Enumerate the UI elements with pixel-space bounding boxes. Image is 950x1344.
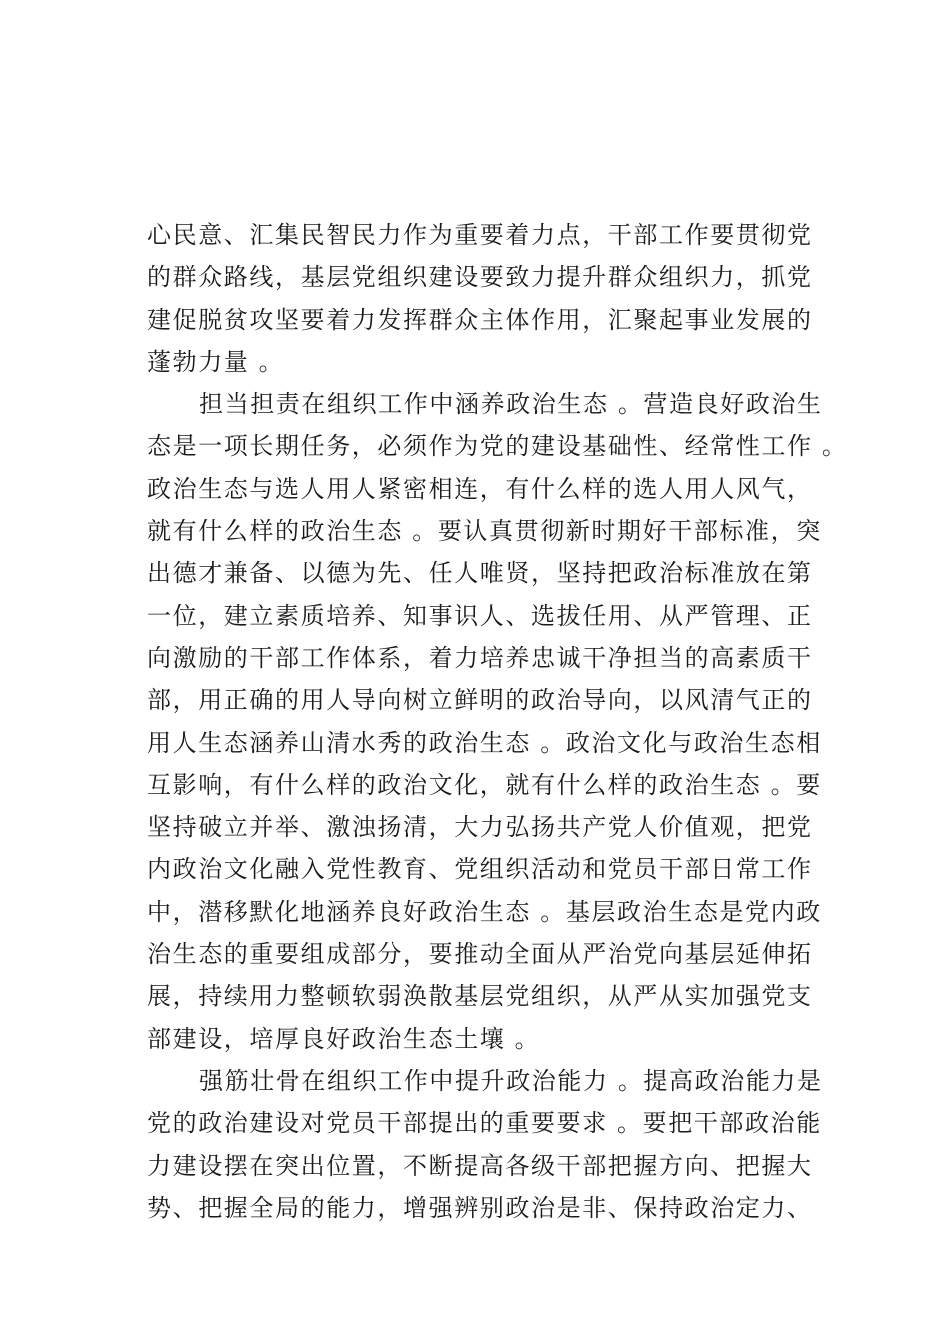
text-line: 互影响，有什么样的政治文化，就有什么样的政治生态 。要 (147, 770, 822, 799)
text-line: 用人生态涵养山清水秀的政治生态 。政治文化与政治生态相 (147, 728, 822, 757)
text-line: 中，潜移默化地涵养良好政治生态 。基层政治生态是党内政 (147, 897, 822, 926)
text-line: 内政治文化融入党性教育、党组织活动和党员干部日常工作 (147, 855, 813, 884)
text-line: 的群众路线，基层党组织建设要致力提升群众组织力，抓党 (147, 263, 813, 292)
text-line: 部建设，培厚良好政治生态土壤 。 (147, 1024, 541, 1053)
text-line: 心民意、汇集民智民力作为重要着力点，干部工作要贯彻党 (147, 221, 813, 249)
text-line: 就有什么样的政治生态 。要认真贯彻新时期好干部标准，突 (147, 517, 822, 546)
text-line: 坚持破立并举、激浊扬清，大力弘扬共产党人价值观，把党 (147, 813, 813, 842)
text-line: 部，用正确的用人导向树立鲜明的政治导向，以风清气正的 (147, 686, 813, 715)
paragraph-first-line: 担当担责在组织工作中涵养政治生态 。营造良好政治生 (199, 390, 823, 419)
text-line: 建促脱贫攻坚要着力发挥群众主体作用，汇聚起事业发展的 (147, 305, 813, 334)
text-line: 党的政治建设对党员干部提出的重要要求 。要把干部政治能 (147, 1109, 822, 1138)
paragraph-first-line: 强筋壮骨在组织工作中提升政治能力 。提高政治能力是 (199, 1066, 823, 1095)
text-line: 治生态的重要组成部分，要推动全面从严治党向基层延伸拓 (147, 940, 813, 969)
text-line: 蓬勃力量 。 (147, 347, 285, 376)
text-line: 态是一项长期任务，必须作为党的建设基础性、经常性工作 。 (147, 432, 848, 461)
text-line: 政治生态与选人用人紧密相连，有什么样的选人用人风气， (147, 474, 813, 503)
text-line: 出德才兼备、以德为先、任人唯贤，坚持把政治标准放在第 (147, 559, 813, 588)
text-line: 力建设摆在突出位置，不断提高各级干部把握方向、把握大 (147, 1151, 813, 1180)
text-line: 展，持续用力整顿软弱涣散基层党组织，从严从实加强党支 (147, 982, 813, 1011)
text-line: 势、把握全局的能力，增强辨别政治是非、保持政治定力、 (147, 1193, 813, 1222)
text-line: 向激励的干部工作体系，着力培养忠诚干净担当的高素质干 (147, 643, 813, 672)
body-text (147, 214, 847, 1229)
text-line: 一位，建立素质培养、知事识人、选拔任用、从严管理、正 (147, 601, 813, 630)
